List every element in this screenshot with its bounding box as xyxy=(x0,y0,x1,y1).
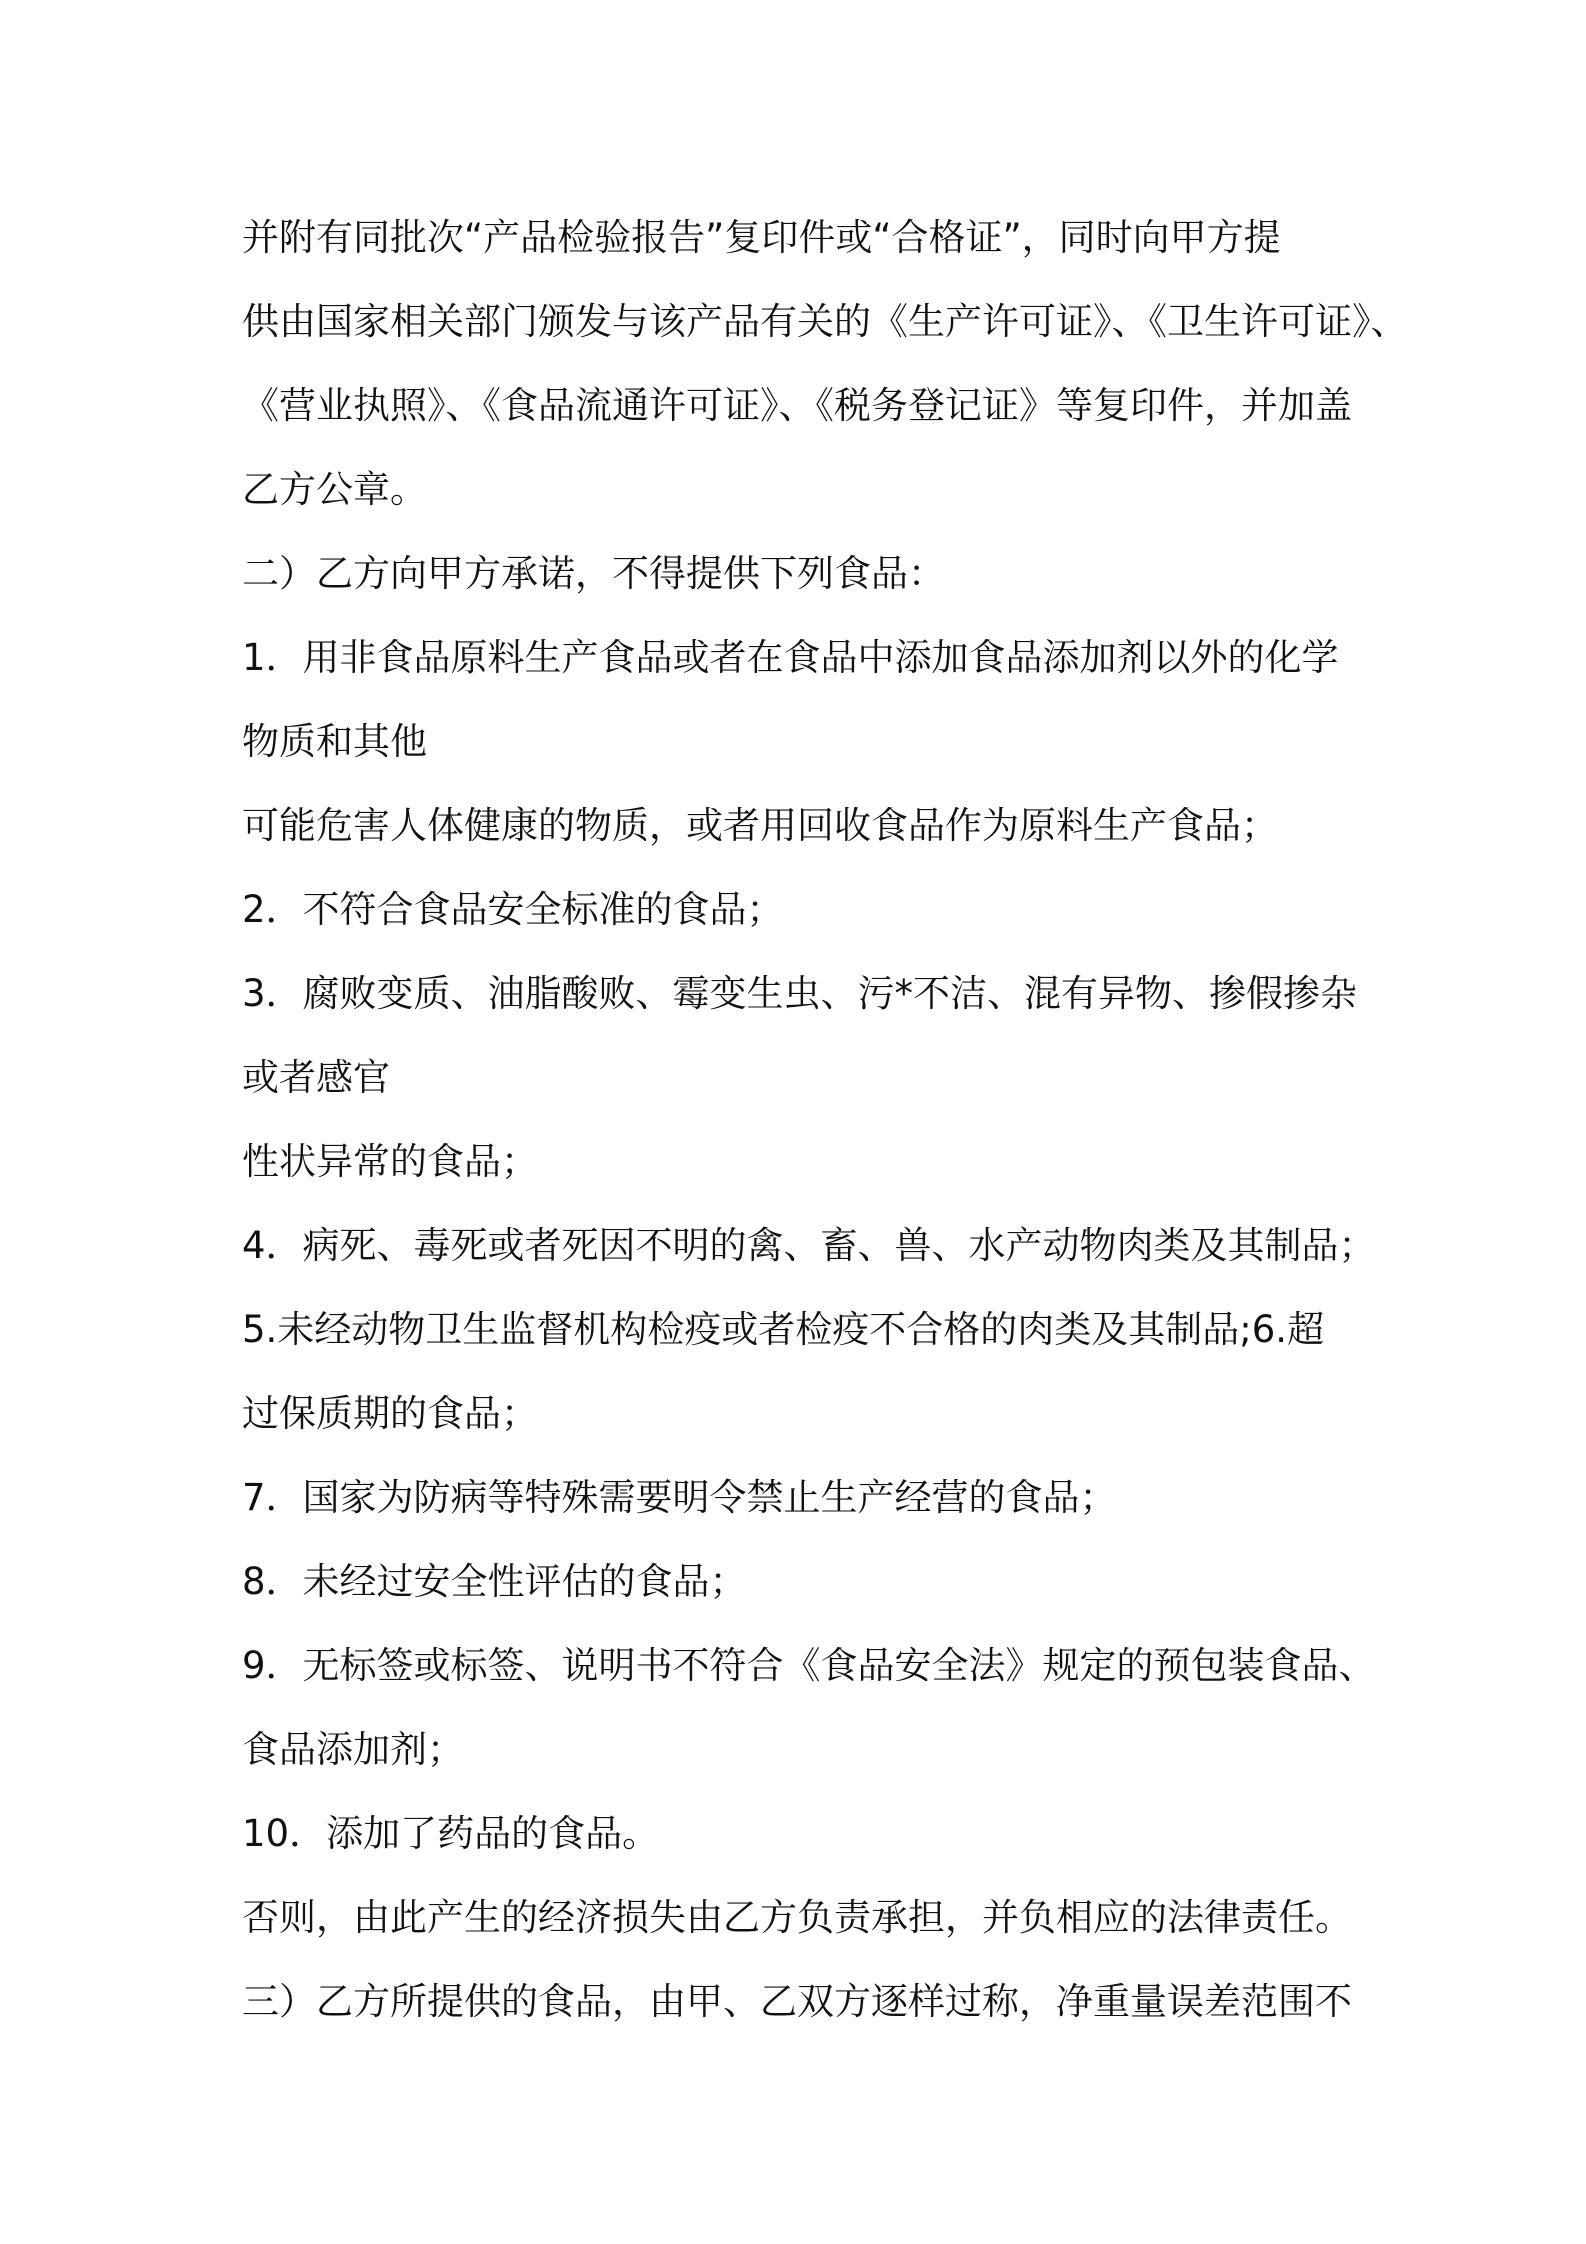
section-heading-3: 三）乙方所提供的食品，由甲、乙双方逐样过称，净重量误差范围不 xyxy=(242,1980,1352,2023)
section-heading-2: 二）乙方向甲方承诺，不得提供下列食品： xyxy=(242,552,945,595)
text-line: 供由国家相关部门颁发与该产品有关的《生产许可证》、《卫生许可证》、 xyxy=(242,300,1408,343)
list-item-4: 4．病死、毒死或者死因不明的禽、畜、兽、水产动物肉类及其制品； xyxy=(242,1224,1376,1267)
text-line: 物质和其他 xyxy=(242,720,427,763)
list-item-1: 1．用非食品原料生产食品或者在食品中添加食品添加剂以外的化学 xyxy=(242,636,1339,679)
text-line: 可能危害人体健康的物质，或者用回收食品作为原料生产食品； xyxy=(242,804,1278,847)
liability-clause: 否则，由此产生的经济损失由乙方负责承担，并负相应的法律责任。 xyxy=(242,1896,1352,1939)
list-item-2: 2．不符合食品安全标准的食品； xyxy=(242,888,784,931)
document-body xyxy=(242,196,1408,2044)
list-item-7: 7．国家为防病等特殊需要明令禁止生产经营的食品； xyxy=(242,1476,1117,1519)
list-item-5: 5.未经动物卫生监督机构检疫或者检疫不合格的肉类及其制品;6.超 xyxy=(242,1308,1325,1351)
text-line: 或者感官 xyxy=(242,1056,390,1099)
text-line: 《营业执照》、《食品流通许可证》、《税务登记证》等复印件，并加盖 xyxy=(242,384,1352,427)
text-line: 食品添加剂； xyxy=(242,1728,464,1771)
list-item-9: 9．无标签或标签、说明书不符合《食品安全法》规定的预包装食品、 xyxy=(242,1644,1376,1687)
list-item-3: 3．腐败变质、油脂酸败、霉变生虫、污*不洁、混有异物、掺假掺杂 xyxy=(242,972,1358,1015)
text-line: 并附有同批次“产品检验报告”复印件或“合格证”，同时向甲方提 xyxy=(242,216,1281,259)
list-item-8: 8．未经过安全性评估的食品； xyxy=(242,1560,747,1603)
text-line: 性状异常的食品； xyxy=(242,1140,538,1183)
text-line: 乙方公章。 xyxy=(242,468,427,511)
list-item-10: 10．添加了药品的食品。 xyxy=(242,1812,660,1855)
text-line: 过保质期的食品； xyxy=(242,1392,538,1435)
